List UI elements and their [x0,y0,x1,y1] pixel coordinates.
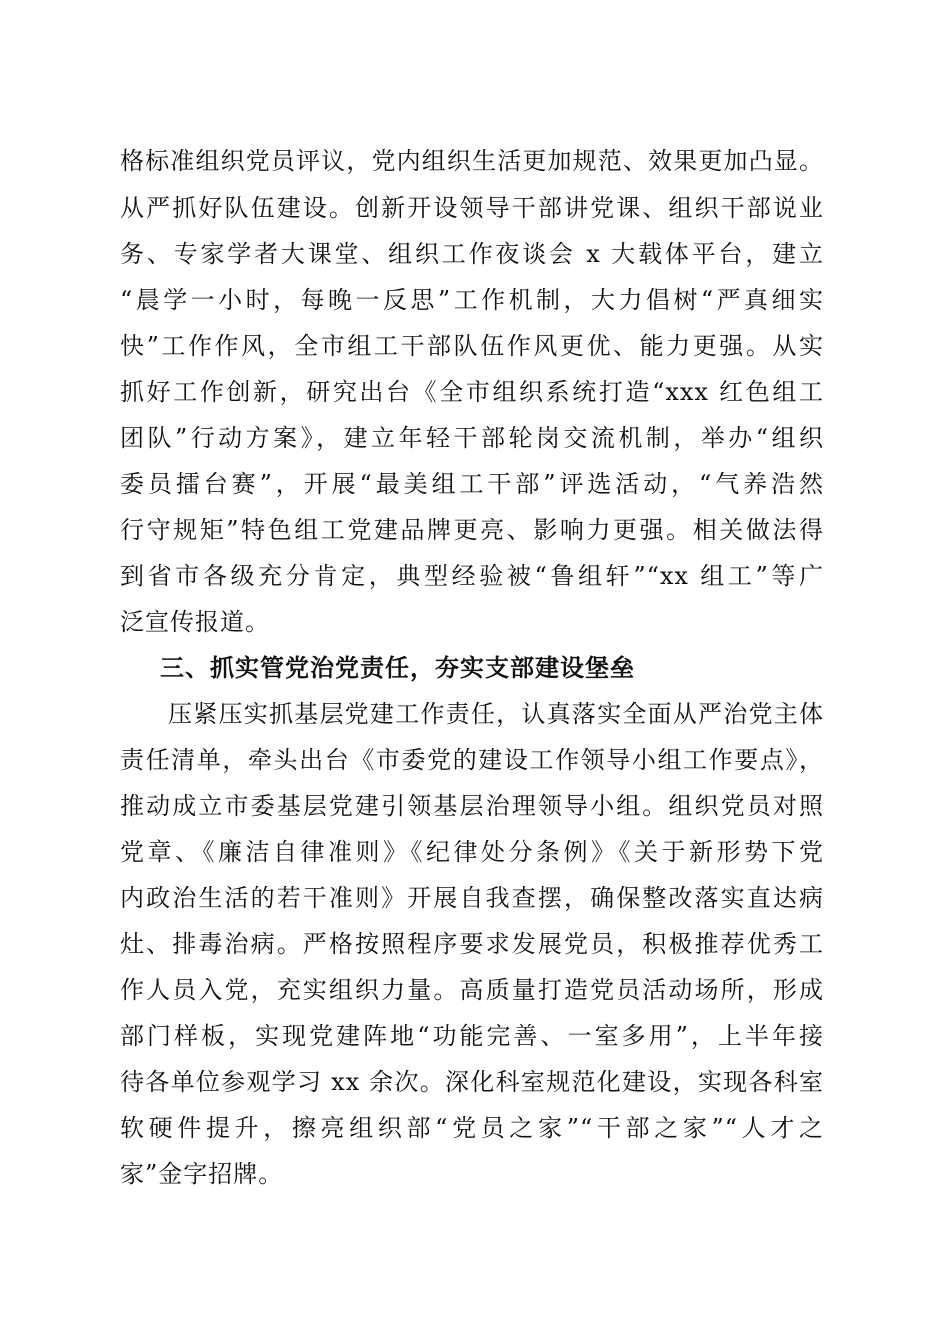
paragraph-line: 责任清单，牵头出台《市委党的建设工作领导小组工作要点》， [120,746,824,774]
paragraph-line: 推动成立市委基层党建引领基层治理领导小组。组织党员对照 [120,792,824,820]
paragraph-line: 抓好工作创新，研究出台《全市组织系统打造“xxx 红色组工 [120,378,824,406]
paragraph-line: 行守规矩”特色组工党建品牌更亮、影响力更强。相关做法得 [120,516,824,544]
paragraph-line: 务、专家学者大课堂、组织工作夜谈会 x 大载体平台，建立 [120,240,824,268]
paragraph-line: 作人员入党，充实组织力量。高质量打造党员活动场所，形成 [120,976,824,1004]
paragraph-line: 到省市各级充分肯定，典型经验被“鲁组轩”“xx 组工”等广 [120,562,824,590]
paragraph-line: 压紧压实抓基层党建工作责任，认真落实全面从严治党主体 [168,700,824,728]
paragraph-line: 从严抓好队伍建设。创新开设领导干部讲党课、组织干部说业 [120,194,824,222]
paragraph-line: 泛宣传报道。 [120,608,270,636]
paragraph-line: 软硬件提升，擦亮组织部“党员之家”“干部之家”“人才之 [120,1114,824,1142]
paragraph-line: 委员擂台赛”，开展“最美组工干部”评选活动，“气养浩然 [120,470,824,498]
paragraph-line: 部门样板，实现党建阵地“功能完善、一室多用”，上半年接 [120,1022,824,1050]
paragraph-line: 内政治生活的若干准则》开展自我查摆，确保整改落实直达病 [120,884,824,912]
paragraph-line: 灶、排毒治病。严格按照程序要求发展党员，积极推荐优秀工 [120,930,824,958]
paragraph-line: 格标准组织党员评议，党内组织生活更加规范、效果更加凸显。 [120,147,824,175]
paragraph-line: 团队”行动方案》，建立年轻干部轮岗交流机制，举办“组织 [120,424,824,452]
paragraph-line: 待各单位参观学习 xx 余次。深化科室规范化建设，实现各科室 [120,1068,824,1096]
paragraph-line: 党章、《廉洁自律准则》《纪律处分条例》《关于新形势下党 [120,838,824,866]
paragraph-line: 家”金字招牌。 [120,1160,284,1188]
paragraph-line: 快”工作作风，全市组工干部队伍作风更优、能力更强。从实 [120,332,824,360]
paragraph-line: “晨学一小时，每晚一反思”工作机制，大力倡树“严真细实 [120,286,824,314]
section-heading: 三、抓实管党治党责任，夯实支部建设堡垒 [160,654,635,682]
